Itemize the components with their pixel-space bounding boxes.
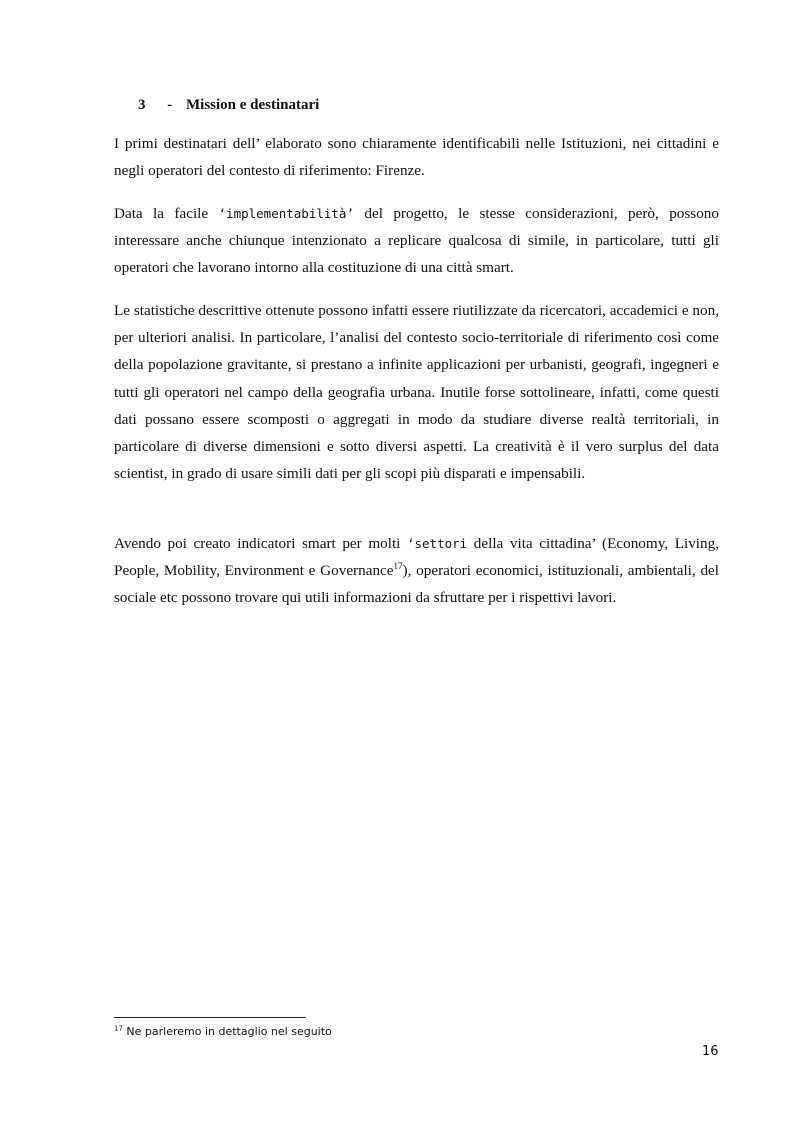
paragraph-2-end: del progetto, le stesse considerazioni, però, possono interessare anche chiunque intenzionato a replicare qualcosa di simile, in particolare, tutti gli operatori che lavorano intorno alla costituzione di una città smart.: [114, 205, 719, 277]
section-number: 3: [138, 97, 146, 113]
footnote-separator: [114, 1017, 306, 1018]
paragraph-2: [114, 200, 719, 282]
paragraph-2-term: ‘implementabilità’: [218, 206, 354, 221]
paragraph-4: [114, 530, 719, 612]
paragraph-4-term: ‘settori: [406, 536, 468, 551]
paragraph-4-end: ), operatori economici, istituzionali, ambientali, del sociale etc possono trovare qui utili informazioni da sfruttare per i rispettivi lavori.: [114, 562, 719, 607]
page-number: 16: [702, 1044, 719, 1059]
footnote-text: Ne parleremo in dettaglio nel seguito: [122, 1025, 332, 1038]
footnote: [114, 1024, 332, 1040]
paragraph-1: I primi destinatari dell’ elaborato sono chiaramente identificabili nelle Istituzioni, nei cittadini e negli operatori del contesto di riferimento: Firenze.: [114, 135, 719, 180]
paragraph-2-start: Data la facile: [114, 205, 219, 222]
section-dash: -: [167, 97, 173, 113]
paragraph-4-middle: della vita cittadina’ (Economy, Living, People, Mobility, Environment e Governance: [114, 535, 719, 580]
section-heading: [138, 95, 319, 115]
footnote-reference: 17: [393, 561, 403, 572]
paragraph-3: Le statistiche descrittive ottenute possono infatti essere riutilizzate da ricercatori, accademici e non, per ulteriori analisi. In particolare, l’analisi del contesto socio-territoriale di riferimento così come della popolazione gravitante, si prestano a infinite applicazioni per urbanisti, geografi, ingegneri e tutti gli operatori nel campo della geografia urbana. Inutile forse sottolineare, infatti, come questi dati possano essere scomposti o aggregati in modo da studiare diverse realtà territoriali, in particolare di diverse dimensioni e sotto diversi aspetti. La creatività è il vero surplus del data scientist, in grado di usare simili dati per gli scopi più disparati e impensabili.: [114, 302, 719, 483]
footnote-number: 17: [114, 1024, 123, 1033]
paragraph-4-start: Avendo poi creato indicatori smart per molti: [114, 535, 407, 552]
section-title: Mission e destinatari: [186, 97, 320, 113]
